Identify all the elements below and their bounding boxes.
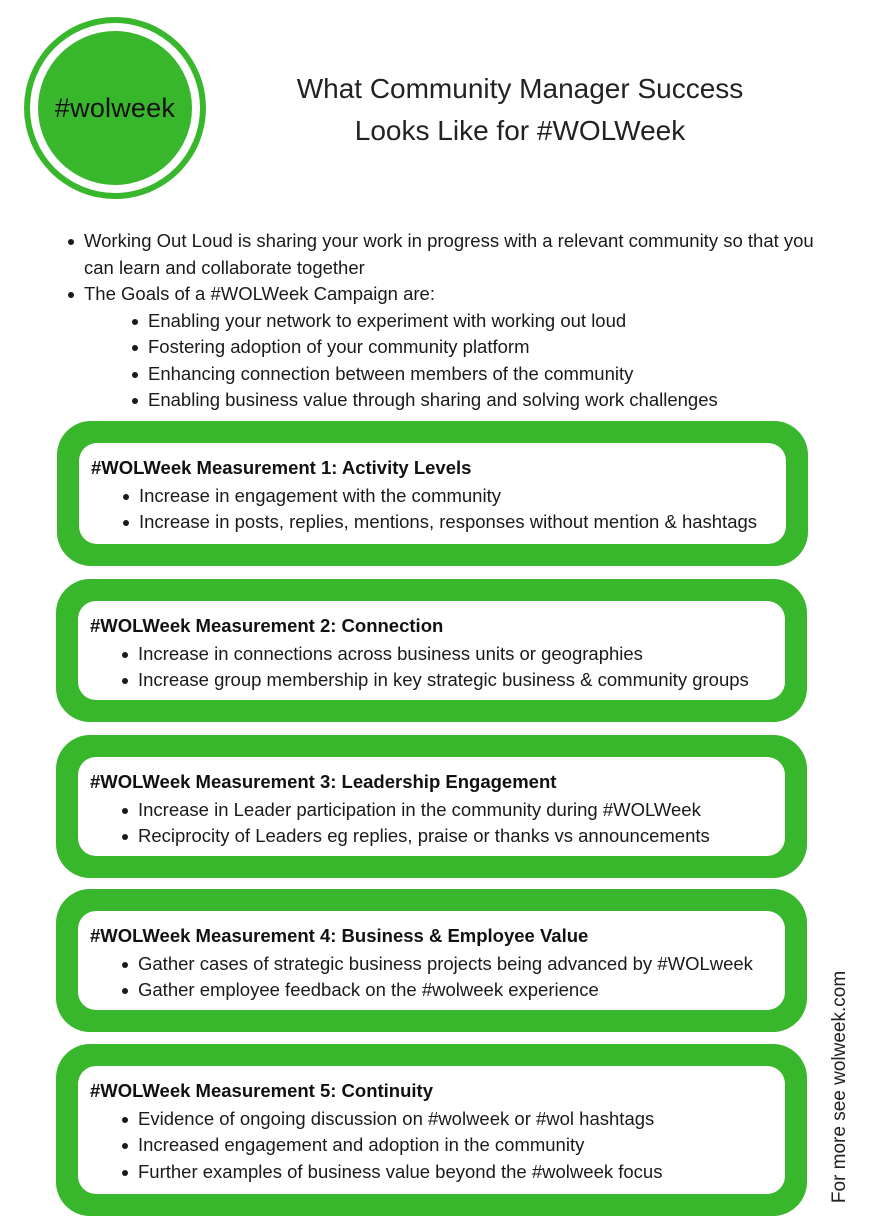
measurement-card-body: [78, 601, 785, 700]
measurement-card-4: [56, 889, 807, 1032]
measurement-item: Increase in posts, replies, mentions, responses without mention & hashtags: [91, 509, 786, 536]
measurement-card-1: [57, 421, 808, 566]
website-footer-text: For more see wolweek.com: [829, 970, 850, 1204]
measurement-card-body: [78, 911, 785, 1010]
measurement-card-2: [56, 579, 807, 722]
measurement-item: Increased engagement and adoption in the community: [90, 1132, 785, 1159]
intro-list: [66, 228, 836, 414]
measurement-card-body: [78, 1066, 785, 1194]
measurement-title: #WOLWeek Measurement 1: Activity Levels: [91, 457, 472, 478]
measurement-item: Evidence of ongoing discussion on #wolweek or #wol hashtags: [90, 1106, 785, 1133]
measurement-list: [90, 797, 785, 850]
measurement-item: Increase in engagement with the community: [91, 483, 786, 510]
measurement-list: [90, 641, 785, 694]
measurement-item: Increase in connections across business units or geographies: [90, 641, 785, 668]
measurement-item: Increase in Leader participation in the community during #WOLWeek: [90, 797, 785, 824]
intro-section: [66, 228, 836, 414]
page-title-line-2: Looks Like for #WOLWeek: [354, 115, 686, 146]
measurement-item: Increase group membership in key strategic business & community groups: [90, 667, 785, 694]
wolweek-logo: [24, 17, 206, 199]
measurement-title: #WOLWeek Measurement 5: Continuity: [90, 1080, 433, 1101]
logo-text: #wolweek: [54, 92, 176, 123]
measurement-card-3: [56, 735, 807, 878]
measurement-list: [91, 483, 786, 536]
logo-badge: [38, 31, 192, 185]
goal-item: Enabling business value through sharing and solving work challenges: [66, 387, 836, 414]
measurement-item: Gather employee feedback on the #wolweek experience: [90, 977, 785, 1004]
measurement-title: #WOLWeek Measurement 3: Leadership Engagement: [90, 771, 557, 792]
measurement-list: [90, 951, 785, 1004]
goal-item: Fostering adoption of your community platform: [66, 334, 836, 361]
measurement-item: Gather cases of strategic business projects being advanced by #WOLweek: [90, 951, 785, 978]
page-title: [250, 68, 790, 152]
goals-heading-bullet: The Goals of a #WOLWeek Campaign are:: [66, 281, 836, 308]
goal-item: Enabling your network to experiment with working out loud: [66, 308, 836, 335]
measurement-card-body: [78, 757, 785, 856]
measurement-card-body: [79, 443, 786, 544]
measurement-item: Further examples of business value beyond the #wolweek focus: [90, 1159, 785, 1186]
measurement-title: #WOLWeek Measurement 4: Business & Employee Value: [90, 925, 589, 946]
measurement-title: #WOLWeek Measurement 2: Connection: [90, 615, 444, 636]
goal-item: Enhancing connection between members of the community: [66, 361, 836, 388]
measurement-card-5: [56, 1044, 807, 1216]
measurement-list: [90, 1106, 785, 1186]
measurement-item: Reciprocity of Leaders eg replies, praise or thanks vs announcements: [90, 823, 785, 850]
page-title-line-1: What Community Manager Success: [296, 73, 744, 104]
definition-bullet: Working Out Loud is sharing your work in progress with a relevant community so that you can learn and collaborate together: [66, 228, 836, 281]
